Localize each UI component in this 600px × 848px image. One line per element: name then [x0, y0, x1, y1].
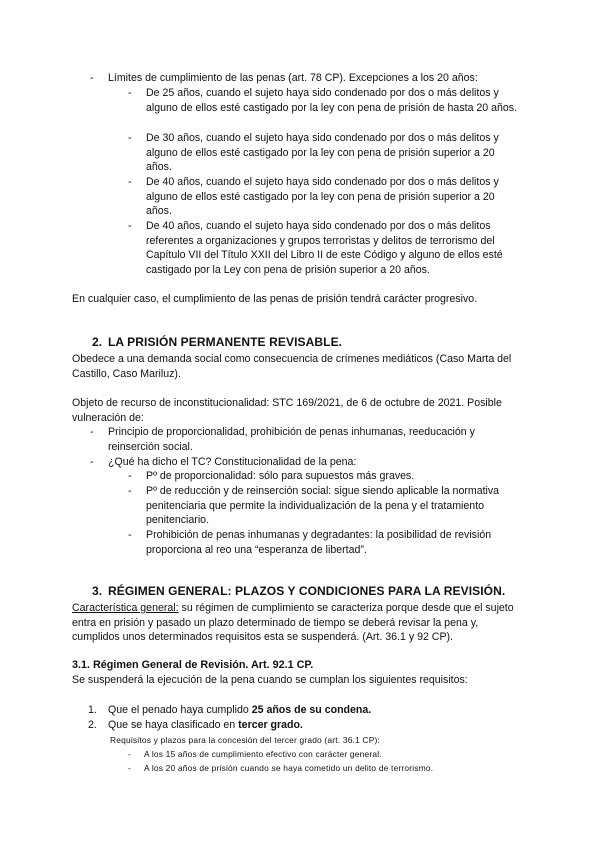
requirement-text: Que se haya clasificado en	[108, 719, 239, 731]
requirement-bold: 25 años de su condena.	[251, 704, 372, 716]
list-dash: -	[90, 456, 94, 468]
subsection-3-1-intro: Se suspenderá la ejecución de la pena cuando se cumplan los siguientes requisitos:	[72, 674, 468, 686]
section-3-title: RÉGIMEN GENERAL: PLAZOS Y CONDICIONES PARA LA REVISIÓN.	[108, 584, 506, 598]
requirement-number: 1.	[88, 704, 97, 716]
sub-list-item-text: De 25 años, cuando el sujeto haya sido condenado por dos o más delitos y alguno de ellos esté castigado por la ley con pena de prisión de hasta 20 años.	[146, 87, 518, 114]
section-2-heading	[92, 335, 342, 350]
sub-list-item-text: Pº de proporcionalidad: sólo para supuestos más graves.	[146, 470, 415, 482]
list-dash: -	[90, 426, 94, 438]
section-2-intro: Obedece a una demanda social como consecuencia de crímenes mediáticos (Caso Marta del Castillo, Caso Mariluz).	[72, 353, 512, 380]
list-dash: -	[128, 485, 132, 497]
progressive-note: En cualquier caso, el cumplimiento de las penas de prisión tendrá carácter progresivo.	[72, 293, 478, 305]
sub-list-item-text: Pº de reducción y de reinserción social: sigue siendo aplicable la normativa penitenciaria que permite la individualización de la pena y el tratamiento penitenciario.	[146, 485, 500, 527]
requirement-text: Que el penado haya cumplido	[108, 704, 252, 716]
section-3-general	[72, 601, 520, 645]
list-dash: -	[128, 749, 131, 759]
list-dash: -	[128, 220, 132, 232]
section-3-number: 3.	[92, 584, 103, 598]
list-dash: -	[128, 87, 132, 99]
section-3-heading	[92, 584, 505, 599]
list-item-text: Principio de proporcionalidad, prohibición de penas inhumanas, reeducación y reinserción social.	[108, 426, 475, 453]
sub-list-item-text: Prohibición de penas inhumanas y degradantes: la posibilidad de revisión proporciona al reo una “esperanza de libertad”.	[146, 529, 492, 556]
sub-list-item-text: De 30 años, cuando el sujeto haya sido condenado por dos o más delitos y alguno de ellos esté castigado por la ley con pena de prisión superior a 20 años.	[146, 132, 499, 174]
section-2-objeto: Objeto de recurso de inconstitucionalidad: STC 169/2021, de 6 de octubre de 2021. Posible vulneración de:	[72, 397, 502, 424]
general-label: Característica general:	[72, 602, 179, 614]
section-2-title: LA PRISIÓN PERMANENTE REVISABLE.	[108, 335, 343, 349]
sub-list-item-text: De 40 años, cuando el sujeto haya sido condenado por dos o más delitos referentes a organizaciones y grupos terroristas y delitos de terrorismo del Capítulo VII del Título XXII del Libro II de este Código y alguno de ellos esté castigado por la Ley con pena de prisión superior a 20 años.	[146, 220, 503, 276]
tercer-grado-heading: Requisitos y plazos para la concesión del tercer grado (art. 36.1 CP):	[110, 735, 381, 745]
list-dash: -	[128, 763, 131, 773]
list-dash: -	[128, 132, 132, 144]
general-text: su régimen de cumplimiento se caracteriza porque desde que el sujeto entra en prisión y pasado un plazo determinado de tiempo se deberá revisar la pena y, cumplidos unos determinados requisitos esta se suspenderá. (Art. 36.1 y 92 CP).	[72, 602, 514, 644]
list-dash: -	[128, 470, 132, 482]
requirement-2	[88, 718, 508, 733]
requirement-number: 2.	[88, 719, 97, 731]
subsection-3-1-title: 3.1. Régimen General de Revisión. Art. 92.1 CP.	[72, 659, 314, 671]
list-item-text: Límites de cumplimiento de las penas (art. 78 CP). Excepciones a los 20 años:	[108, 72, 478, 84]
list-dash: -	[128, 176, 132, 188]
sub-list-item-text: A los 15 años de cumplimiento efectivo con carácter general.	[144, 749, 382, 759]
requirement-bold: tercer grado.	[238, 719, 303, 731]
list-dash: -	[90, 72, 94, 84]
sub-list-item-text: A los 20 años de prisión cuando se haya cometido un delito de terrorismo.	[144, 763, 434, 773]
requirement-1	[88, 703, 508, 718]
list-item-text: ¿Qué ha dicho el TC? Constitucionalidad de la pena:	[108, 456, 357, 468]
sub-list-item-text: De 40 años, cuando el sujeto haya sido condenado por dos o más delitos y alguno de ellos esté castigado por la ley con pena de prisión superior a 20 años.	[146, 176, 499, 218]
section-2-number: 2.	[92, 335, 103, 349]
list-dash: -	[128, 529, 132, 541]
